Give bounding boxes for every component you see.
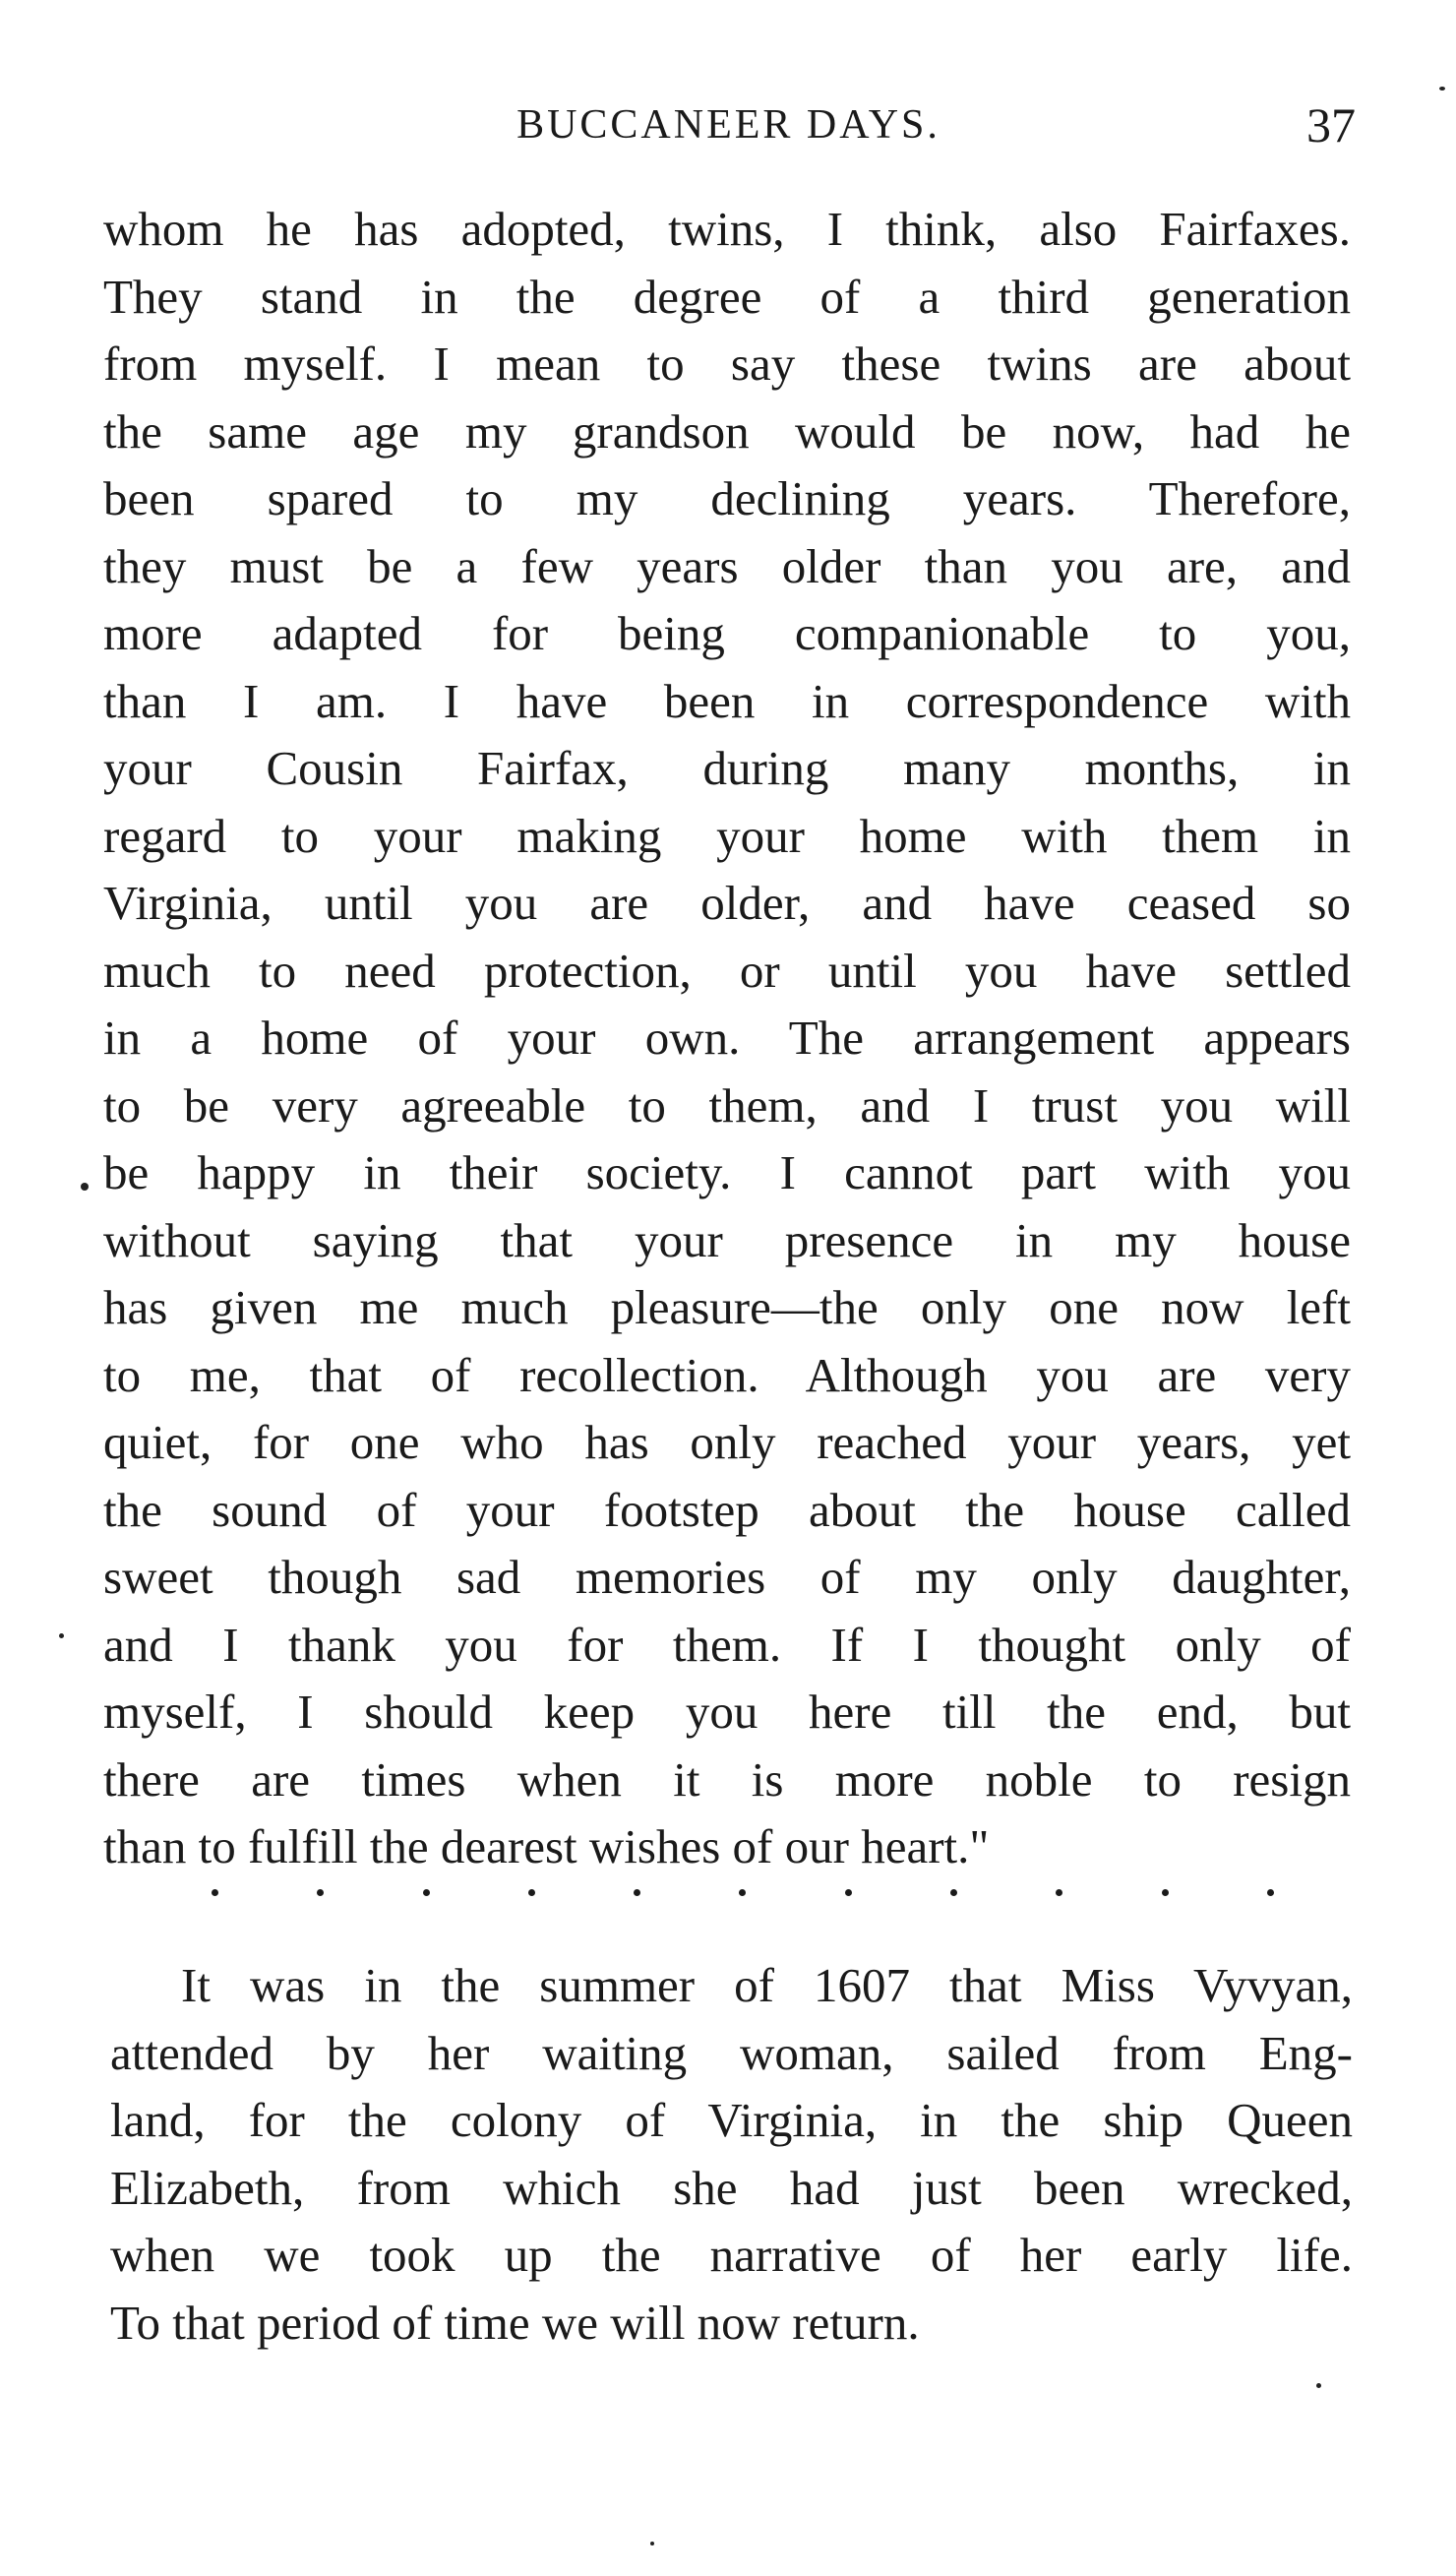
text-line: much to need protection, or until you have settled — [103, 943, 1351, 998]
section-break-dot — [950, 1889, 957, 1896]
paragraph-letter-continuation — [103, 196, 1351, 1881]
text-line: than to fulfill the dearest wishes of our heart." — [103, 1819, 990, 1873]
text-line: They stand in the degree of a third generation — [103, 269, 1351, 324]
text-line: attended by her waiting woman, sailed from Eng- — [110, 2025, 1353, 2080]
text-line: to be very agreeable to them, and I trust you will — [103, 1077, 1351, 1133]
section-break-dot — [845, 1889, 852, 1896]
print-speck — [1316, 2383, 1321, 2388]
section-break-dot — [634, 1889, 640, 1896]
text-line: there are times when it is more noble to resign — [103, 1751, 1351, 1807]
print-speck — [1439, 87, 1445, 91]
section-break-dot — [1056, 1889, 1062, 1896]
print-speck — [81, 1183, 89, 1191]
text-line: sweet though sad memories of my only daughter, — [103, 1550, 1351, 1604]
text-line: quiet, for one who has only reached your years, yet — [103, 1415, 1351, 1469]
text-line: myself, I should keep you here till the end, but — [103, 1685, 1351, 1739]
text-line: To that period of time we will now return. — [110, 2295, 920, 2350]
page-number: 37 — [1306, 97, 1356, 153]
text-line: the same age my grandson would be now, had he — [103, 403, 1351, 459]
section-break-dot — [423, 1889, 430, 1896]
text-line: your Cousin Fairfax, during many months, in — [103, 741, 1351, 795]
text-line: without saying that your presence in my house — [103, 1212, 1351, 1267]
text-line: been spared to my declining years. Therefore, — [103, 471, 1351, 525]
running-head — [101, 91, 1356, 159]
text-line: more adapted for being companionable to you, — [103, 606, 1351, 660]
text-line: to me, that of recollection. Although you are very — [103, 1347, 1351, 1402]
text-line: Virginia, until you are older, and have ceased so — [103, 876, 1351, 930]
text-line: be happy in their society. I cannot part with you — [103, 1145, 1351, 1199]
text-line: and I thank you for them. If I thought only of — [103, 1617, 1351, 1672]
text-line: Elizabeth, from which she had just been wrecked, — [110, 2160, 1353, 2215]
section-break-dot — [1267, 1889, 1274, 1896]
section-break-dot — [212, 1889, 218, 1896]
text-line: when we took up the narrative of her early life. — [110, 2228, 1353, 2282]
section-break-dot — [317, 1889, 324, 1896]
print-speck — [59, 1633, 64, 1638]
paragraph-narrative — [110, 1952, 1353, 2357]
text-line: has given me much pleasure—the only one now left — [103, 1280, 1351, 1334]
text-line: land, for the colony of Virginia, in the ship Queen — [110, 2093, 1353, 2147]
section-break-dot — [739, 1889, 746, 1896]
text-line: than I am. I have been in correspondence with — [103, 673, 1351, 728]
text-line: the sound of your footstep about the house called — [103, 1482, 1351, 1537]
text-line: they must be a few years older than you are, and — [103, 538, 1351, 593]
section-break-dot — [1162, 1889, 1169, 1896]
text-line: in a home of your own. The arrangement appears — [103, 1011, 1351, 1065]
text-line: from myself. I mean to say these twins are about — [103, 337, 1351, 391]
text-line: whom he has adopted, twins, I think, also Fairfaxes. — [103, 202, 1351, 256]
print-speck — [650, 2542, 654, 2545]
running-title: BUCCANEER DAYS. — [516, 102, 940, 148]
text-line: regard to your making your home with them in — [103, 808, 1351, 863]
text-line: It was in the summer of 1607 that Miss Vyvyan, — [181, 1958, 1353, 2012]
section-break-dot — [528, 1889, 535, 1896]
section-break-dots — [212, 1889, 1274, 1896]
